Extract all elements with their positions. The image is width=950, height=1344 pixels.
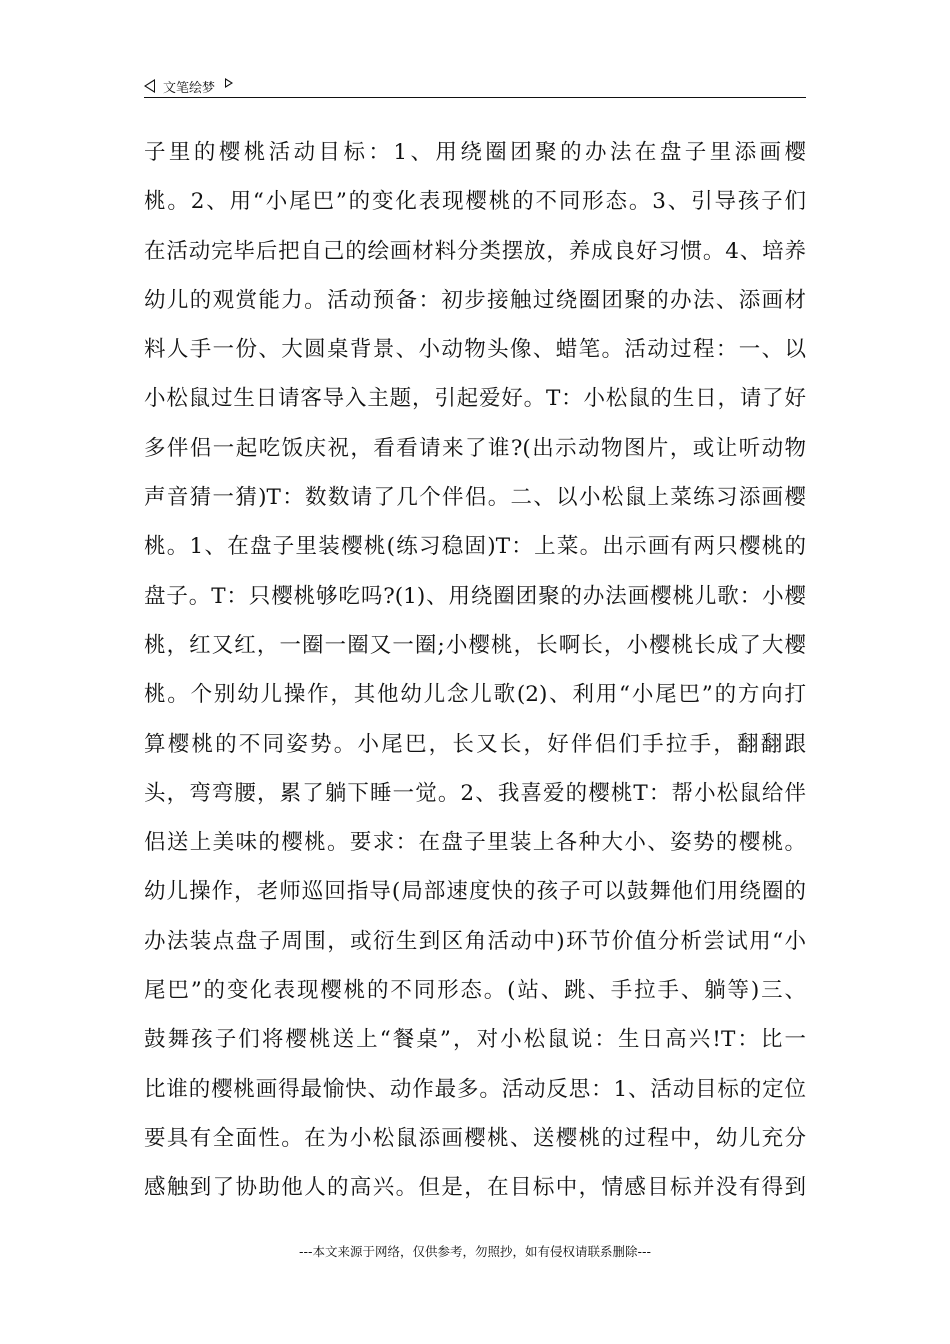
- triangle-right-icon: [225, 78, 233, 88]
- text-line: 声音猜一猜)T：数数请了几个伴侣。二、以小松鼠上菜练习添画樱: [144, 485, 806, 511]
- text-line: 桃，红又红，一圈一圈又一圈;小樱桃，长啊长，小樱桃长成了大樱: [144, 632, 806, 658]
- text-line: 尾巴”的变化表现樱桃的不同形态。(站、跳、手拉手、躺等)三、: [144, 978, 806, 1004]
- text-line: 桃。1、在盘子里装樱桃(练习稳固)T：上菜。出示画有两只樱桃的: [144, 534, 806, 560]
- text-line: 幼儿操作，老师巡回指导(局部速度快的孩子可以鼓舞他们用绕圈的: [144, 879, 806, 905]
- text-line: 料人手一份、大圆桌背景、小动物头像、蜡笔。活动过程：一、以: [144, 337, 806, 363]
- text-line: 侣送上美味的樱桃。要求：在盘子里装上各种大小、姿势的樱桃。: [144, 830, 806, 856]
- triangle-left-icon: [144, 79, 155, 93]
- text-line: 头，弯弯腰，累了躺下睡一觉。2、我喜爱的樱桃T：帮小松鼠给伴: [144, 780, 806, 806]
- header-divider: [144, 97, 806, 98]
- text-line: 比谁的樱桃画得最愉快、动作最多。活动反思：1、活动目标的定位: [144, 1076, 806, 1102]
- text-line: 幼儿的观赏能力。活动预备：初步接触过绕圈团聚的办法、添画材: [144, 287, 806, 313]
- text-line: 算樱桃的不同姿势。小尾巴，长又长，好伴侣们手拉手，翻翻跟: [144, 731, 806, 757]
- text-line: 多伴侣一起吃饭庆祝，看看请来了谁?(出示动物图片，或让听动物: [144, 435, 806, 461]
- header-title: 文笔绘梦: [163, 80, 216, 96]
- text-line: 子里的樱桃活动目标：1、用绕圈团聚的办法在盘子里添画樱: [144, 140, 806, 165]
- text-line: 鼓舞孩子们将樱桃送上“餐桌”，对小松鼠说：生日高兴!T：比一: [144, 1027, 806, 1053]
- body-text: [144, 128, 806, 1213]
- page-header: [144, 76, 233, 96]
- text-line: 办法装点盘子周围，或衍生到区角活动中)环节价值分析尝试用“小: [144, 928, 806, 954]
- text-line: 在活动完毕后把自己的绘画材料分类摆放，养成良好习惯。4、培养: [144, 238, 806, 264]
- text-line: 要具有全面性。在为小松鼠添画樱桃、送樱桃的过程中，幼儿充分: [144, 1125, 806, 1151]
- text-line: 感触到了协助他人的高兴。但是，在目标中，情感目标并没有得到: [144, 1175, 806, 1201]
- text-line: 桃。2、用“小尾巴”的变化表现樱桃的不同形态。3、引导孩子们: [144, 189, 806, 215]
- text-line: 盘子。T：只樱桃够吃吗?(1)、用绕圈团聚的办法画樱桃儿歌：小樱: [144, 583, 806, 609]
- footer-notice: ---本文来源于网络，仅供参考，勿照抄，如有侵权请联系删除---: [298, 1244, 652, 1259]
- text-line: 小松鼠过生日请客导入主题，引起爱好。T：小松鼠的生日，请了好: [144, 386, 806, 412]
- text-line: 桃。个别幼儿操作，其他幼儿念儿歌(2)、利用“小尾巴”的方向打: [144, 682, 806, 708]
